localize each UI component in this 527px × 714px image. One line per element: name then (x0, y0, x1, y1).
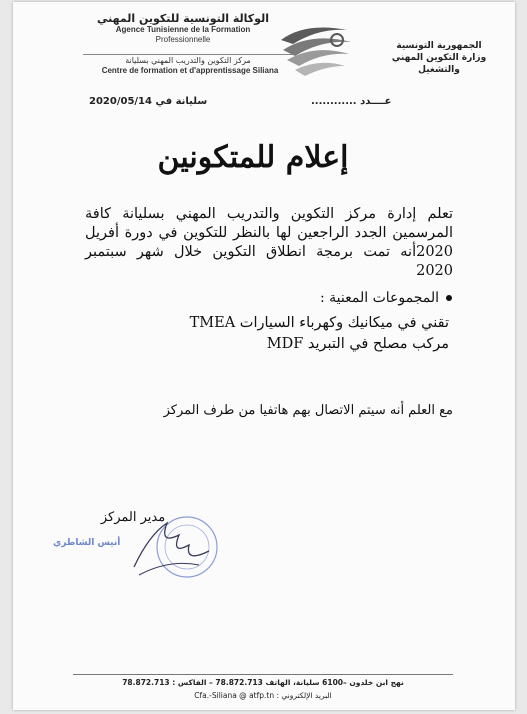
page-title: إعلام للمتكونين (157, 140, 349, 175)
center-name-fr: Centre de formation et d'apprentissage Siliana (101, 66, 279, 75)
director-title: مدير المركز (100, 510, 166, 525)
reference-number (311, 96, 392, 107)
contact-note: مع العلم أنه سيتم الاتصال بهم هاتفيا من طرف المركز (163, 403, 453, 418)
agency-name-fr-1: Agence Tunisienne de la Formation (115, 25, 251, 34)
footer-address: نهج ابن خلدون –6100 سليانة، الهاتف 78.872.713 – الفاكس : 78.872.713 (122, 678, 404, 687)
header-ministry-block (379, 40, 499, 76)
group-item-mdf: MDF مركب مصلح في التبريد (266, 336, 449, 352)
republic-label: الجمهورية التونسية (396, 41, 482, 51)
atfp-logo-icon (275, 20, 357, 82)
group-item-tmea: TMEA تقني في ميكانيك وكهرباء السيارات (189, 315, 449, 331)
bullet-icon (446, 295, 452, 301)
groups-heading: المجموعات المعنية : (320, 290, 439, 306)
center-name-ar: مركز التكوين والتدريب المهني بسليانة (125, 56, 251, 65)
number-label: عــــدد (360, 96, 392, 107)
announcement-paragraph: تعلم إدارة مركز التكوين والتدريب المهني بسليانة كافة المرسمين الجدد الراجعين لها بالنظر للتكوين في دورة أفريل 2020أنه تمت برمجة انطلاق التكوين خلال شهر سبتمبر 2020 (85, 206, 453, 279)
document-page (13, 2, 515, 710)
ministry-label: وزارة التكوين المهني والتشغيل (391, 53, 487, 75)
footer-divider (73, 674, 453, 675)
number-dots: ............ (311, 96, 357, 107)
header-agency-block (83, 12, 283, 45)
footer-email: البريد الإلكتروني : Cfa.-Siliana @ atfp.tn (194, 691, 332, 700)
header-divider (83, 54, 293, 55)
agency-name-fr-2: Professionnelle (155, 35, 211, 44)
agency-name-ar: الوكالة التونسية للتكوين المهني (97, 12, 269, 25)
document-date: سليانة في 2020/05/14 (89, 96, 208, 107)
signatory-name: أنيس الشاطري (53, 538, 121, 548)
